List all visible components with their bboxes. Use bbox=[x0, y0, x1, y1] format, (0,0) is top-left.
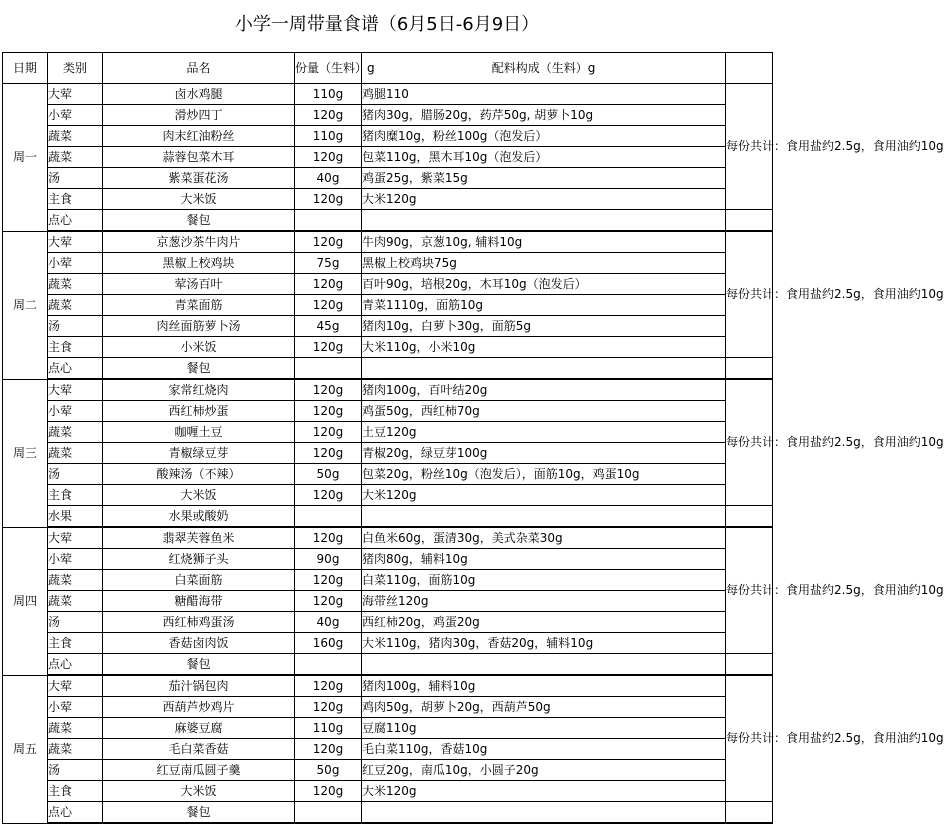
ingredients-cell: 鸡腿110 bbox=[362, 84, 726, 105]
category-cell: 蔬菜 bbox=[48, 739, 103, 760]
ingredients-cell: 土豆120g bbox=[362, 422, 726, 443]
category-cell: 蔬菜 bbox=[48, 591, 103, 612]
dish-cell: 大米饭 bbox=[103, 781, 295, 802]
dish-cell: 翡翠芙蓉鱼米 bbox=[103, 527, 295, 549]
category-cell: 蔬菜 bbox=[48, 443, 103, 464]
ingredients-cell: 鸡蛋50g，西红柿70g bbox=[362, 401, 726, 422]
portion-cell: 120g bbox=[295, 485, 362, 506]
portion-cell: 75g bbox=[295, 253, 362, 274]
page-title: 小学一周带量食谱（6月5日-6月9日） bbox=[234, 14, 540, 35]
dish-cell: 京葱沙茶牛肉片 bbox=[103, 231, 295, 253]
menu-row bbox=[3, 379, 773, 401]
ingredients-cell bbox=[362, 654, 726, 676]
category-cell: 汤 bbox=[48, 316, 103, 337]
ingredients-cell bbox=[362, 506, 726, 528]
daily-note: 每份共计：食用盐约2.5g，食用油约10g bbox=[726, 84, 773, 210]
menu-row bbox=[3, 84, 773, 105]
portion-cell bbox=[295, 802, 362, 824]
menu-row bbox=[3, 337, 773, 358]
dish-cell: 肉丝面筋萝卜汤 bbox=[103, 316, 295, 337]
menu-row bbox=[3, 633, 773, 654]
menu-row bbox=[3, 718, 773, 739]
portion-cell: 120g bbox=[295, 422, 362, 443]
ingredients-cell: 海带丝120g bbox=[362, 591, 726, 612]
menu-row bbox=[3, 210, 773, 232]
menu-row bbox=[3, 147, 773, 168]
ingredients-cell: 毛白菜110g，香菇10g bbox=[362, 739, 726, 760]
portion-cell bbox=[295, 506, 362, 528]
dish-cell: 黑椒上校鸡块 bbox=[103, 253, 295, 274]
ingredients-cell bbox=[362, 802, 726, 824]
portion-cell: 120g bbox=[295, 105, 362, 126]
ingredients-cell: 大米120g bbox=[362, 189, 726, 210]
dish-cell: 滑炒四丁 bbox=[103, 105, 295, 126]
ingredients-cell: 大米120g bbox=[362, 485, 726, 506]
dish-cell: 红烧狮子头 bbox=[103, 549, 295, 570]
menu-row bbox=[3, 253, 773, 274]
note-blank bbox=[726, 210, 773, 232]
portion-cell: 120g bbox=[295, 527, 362, 549]
dish-cell: 紫菜蛋花汤 bbox=[103, 168, 295, 189]
day-label: 周一 bbox=[3, 84, 48, 232]
menu-row bbox=[3, 316, 773, 337]
portion-cell bbox=[295, 210, 362, 232]
portion-cell: 45g bbox=[295, 316, 362, 337]
ingredients-cell: 大米110g，小米10g bbox=[362, 337, 726, 358]
category-cell: 蔬菜 bbox=[48, 295, 103, 316]
note-blank bbox=[726, 802, 773, 824]
category-cell: 小荤 bbox=[48, 549, 103, 570]
dish-cell: 茄汁锅包肉 bbox=[103, 675, 295, 697]
note-blank bbox=[726, 506, 773, 528]
menu-row bbox=[3, 126, 773, 147]
portion-cell: 40g bbox=[295, 168, 362, 189]
menu-row bbox=[3, 443, 773, 464]
menu-row bbox=[3, 231, 773, 253]
ingredients-cell: 青椒20g，绿豆芽100g bbox=[362, 443, 726, 464]
portion-cell: 120g bbox=[295, 697, 362, 718]
dish-cell: 青菜面筋 bbox=[103, 295, 295, 316]
dish-cell: 餐包 bbox=[103, 210, 295, 232]
ingredients-cell: 牛肉90g，京葱10g, 辅料10g bbox=[362, 231, 726, 253]
category-cell: 点心 bbox=[48, 802, 103, 824]
portion-cell: 110g bbox=[295, 126, 362, 147]
category-cell: 点心 bbox=[48, 358, 103, 380]
header-category: 类别 bbox=[48, 53, 103, 84]
menu-row bbox=[3, 549, 773, 570]
ingredients-cell: 豆腐110g bbox=[362, 718, 726, 739]
header-ingredients: 配料构成（生料）g bbox=[362, 53, 726, 84]
menu-row bbox=[3, 358, 773, 380]
ingredients-cell: 猪肉糜10g，粉丝100g（泡发后） bbox=[362, 126, 726, 147]
menu-row bbox=[3, 485, 773, 506]
ingredients-cell: 青菜1110g，面筋10g bbox=[362, 295, 726, 316]
daily-note: 每份共计：食用盐约2.5g，食用油约10g bbox=[726, 231, 773, 358]
menu-row bbox=[3, 570, 773, 591]
daily-note: 每份共计：食用盐约2.5g，食用油约10g bbox=[726, 527, 773, 654]
ingredients-cell: 猪肉10g，白萝卜30g，面筋5g bbox=[362, 316, 726, 337]
portion-cell: 120g bbox=[295, 274, 362, 295]
portion-cell: 120g bbox=[295, 739, 362, 760]
category-cell: 大荤 bbox=[48, 675, 103, 697]
dish-cell: 餐包 bbox=[103, 654, 295, 676]
category-cell: 大荤 bbox=[48, 231, 103, 253]
category-cell: 水果 bbox=[48, 506, 103, 528]
portion-cell: 110g bbox=[295, 84, 362, 105]
dish-cell: 毛白菜香菇 bbox=[103, 739, 295, 760]
category-cell: 小荤 bbox=[48, 253, 103, 274]
note-blank bbox=[726, 358, 773, 380]
menu-row bbox=[3, 274, 773, 295]
weekly-menu-table bbox=[2, 52, 944, 824]
category-cell: 大荤 bbox=[48, 379, 103, 401]
ingredients-cell: 包菜20g，粉丝10g（泡发后），面筋10g，鸡蛋10g bbox=[362, 464, 726, 485]
category-cell: 汤 bbox=[48, 168, 103, 189]
category-cell: 蔬菜 bbox=[48, 718, 103, 739]
portion-cell: 120g bbox=[295, 443, 362, 464]
day-label: 周三 bbox=[3, 379, 48, 527]
header-row bbox=[3, 53, 773, 84]
category-cell: 小荤 bbox=[48, 401, 103, 422]
dish-cell: 荤汤百叶 bbox=[103, 274, 295, 295]
menu-row bbox=[3, 105, 773, 126]
menu-row bbox=[3, 527, 773, 549]
menu-row bbox=[3, 295, 773, 316]
dish-cell: 小米饭 bbox=[103, 337, 295, 358]
category-cell: 蔬菜 bbox=[48, 274, 103, 295]
category-cell: 汤 bbox=[48, 612, 103, 633]
dish-cell: 餐包 bbox=[103, 802, 295, 824]
menu-row bbox=[3, 464, 773, 485]
dish-cell: 肉末红油粉丝 bbox=[103, 126, 295, 147]
menu-row bbox=[3, 739, 773, 760]
category-cell: 蔬菜 bbox=[48, 570, 103, 591]
daily-note: 每份共计：食用盐约2.5g，食用油约10g bbox=[726, 675, 773, 802]
category-cell: 蔬菜 bbox=[48, 126, 103, 147]
dish-cell: 卤水鸡腿 bbox=[103, 84, 295, 105]
portion-cell: 90g bbox=[295, 549, 362, 570]
portion-cell: 160g bbox=[295, 633, 362, 654]
ingredients-cell: 白鱼米60g，蛋清30g，美式杂菜30g bbox=[362, 527, 726, 549]
ingredients-cell: 鸡蛋25g，紫菜15g bbox=[362, 168, 726, 189]
ingredients-cell: 猪肉100g，百叶结20g bbox=[362, 379, 726, 401]
menu-row bbox=[3, 781, 773, 802]
portion-cell bbox=[295, 358, 362, 380]
dish-cell: 西葫芦炒鸡片 bbox=[103, 697, 295, 718]
menu-row bbox=[3, 612, 773, 633]
portion-cell: 50g bbox=[295, 464, 362, 485]
dish-cell: 麻婆豆腐 bbox=[103, 718, 295, 739]
category-cell: 主食 bbox=[48, 189, 103, 210]
dish-cell: 酸辣汤（不辣） bbox=[103, 464, 295, 485]
ingredients-cell: 白菜110g，面筋10g bbox=[362, 570, 726, 591]
portion-cell: 120g bbox=[295, 781, 362, 802]
dish-cell: 香菇卤肉饭 bbox=[103, 633, 295, 654]
category-cell: 汤 bbox=[48, 760, 103, 781]
portion-cell: 110g bbox=[295, 718, 362, 739]
ingredients-cell: 猪肉80g，辅料10g bbox=[362, 549, 726, 570]
dish-cell: 青椒绿豆芽 bbox=[103, 443, 295, 464]
daily-note: 每份共计：食用盐约2.5g，食用油约10g bbox=[726, 379, 773, 506]
category-cell: 点心 bbox=[48, 654, 103, 676]
category-cell: 主食 bbox=[48, 337, 103, 358]
ingredients-cell: 大米110g，猪肉30g，香菇20g，辅料10g bbox=[362, 633, 726, 654]
ingredients-cell: 西红柿20g，鸡蛋20g bbox=[362, 612, 726, 633]
ingredients-cell: 包菜110g，黑木耳10g（泡发后） bbox=[362, 147, 726, 168]
portion-cell: 50g bbox=[295, 760, 362, 781]
category-cell: 汤 bbox=[48, 464, 103, 485]
portion-cell: 120g bbox=[295, 401, 362, 422]
category-cell: 主食 bbox=[48, 485, 103, 506]
note-blank bbox=[726, 654, 773, 676]
ingredients-cell: 黑椒上校鸡块75g bbox=[362, 253, 726, 274]
menu-row bbox=[3, 401, 773, 422]
category-cell: 蔬菜 bbox=[48, 147, 103, 168]
portion-cell: 120g bbox=[295, 147, 362, 168]
portion-cell bbox=[295, 654, 362, 676]
menu-body bbox=[3, 84, 944, 824]
portion-cell: 120g bbox=[295, 379, 362, 401]
portion-cell: 120g bbox=[295, 591, 362, 612]
dish-cell: 西红柿炒蛋 bbox=[103, 401, 295, 422]
header-dish: 品名 bbox=[103, 53, 295, 84]
portion-cell: 120g bbox=[295, 337, 362, 358]
ingredients-cell: 猪肉100g，辅料10g bbox=[362, 675, 726, 697]
menu-row bbox=[3, 802, 773, 824]
ingredients-cell bbox=[362, 210, 726, 232]
dish-cell: 西红柿鸡蛋汤 bbox=[103, 612, 295, 633]
category-cell: 小荤 bbox=[48, 105, 103, 126]
menu-row bbox=[3, 506, 773, 528]
ingredients-cell: 百叶90g，培根20g，木耳10g（泡发后） bbox=[362, 274, 726, 295]
ingredients-cell: 猪肉30g，腊肠20g，药芹50g, 胡萝卜10g bbox=[362, 105, 726, 126]
day-label: 周五 bbox=[3, 675, 48, 823]
category-cell: 大荤 bbox=[48, 84, 103, 105]
dish-cell: 大米饭 bbox=[103, 485, 295, 506]
menu-row bbox=[3, 654, 773, 676]
menu-row bbox=[3, 189, 773, 210]
dish-cell: 白菜面筋 bbox=[103, 570, 295, 591]
portion-cell: 120g bbox=[295, 675, 362, 697]
category-cell: 蔬菜 bbox=[48, 422, 103, 443]
dish-cell: 咖喱土豆 bbox=[103, 422, 295, 443]
category-cell: 小荤 bbox=[48, 697, 103, 718]
portion-cell: 120g bbox=[295, 189, 362, 210]
dish-cell: 大米饭 bbox=[103, 189, 295, 210]
category-cell: 主食 bbox=[48, 781, 103, 802]
ingredients-cell: 红豆20g，南瓜10g，小圆子20g bbox=[362, 760, 726, 781]
menu-row bbox=[3, 697, 773, 718]
dish-cell: 家常红烧肉 bbox=[103, 379, 295, 401]
dish-cell: 糖醋海带 bbox=[103, 591, 295, 612]
ingredients-cell bbox=[362, 358, 726, 380]
header-portion: 份量（生料）g bbox=[295, 53, 362, 84]
dish-cell: 水果或酸奶 bbox=[103, 506, 295, 528]
category-cell: 主食 bbox=[48, 633, 103, 654]
day-label: 周四 bbox=[3, 527, 48, 675]
dish-cell: 蒜蓉包菜木耳 bbox=[103, 147, 295, 168]
portion-cell: 120g bbox=[295, 295, 362, 316]
dish-cell: 餐包 bbox=[103, 358, 295, 380]
day-label: 周二 bbox=[3, 231, 48, 379]
header-note bbox=[726, 53, 773, 84]
menu-row bbox=[3, 422, 773, 443]
portion-cell: 120g bbox=[295, 231, 362, 253]
menu-row bbox=[3, 591, 773, 612]
header-date: 日期 bbox=[3, 53, 48, 84]
menu-row bbox=[3, 760, 773, 781]
dish-cell: 红豆南瓜圆子羹 bbox=[103, 760, 295, 781]
portion-cell: 120g bbox=[295, 570, 362, 591]
category-cell: 大荤 bbox=[48, 527, 103, 549]
category-cell: 点心 bbox=[48, 210, 103, 232]
menu-row bbox=[3, 675, 773, 697]
portion-cell: 40g bbox=[295, 612, 362, 633]
ingredients-cell: 大米120g bbox=[362, 781, 726, 802]
menu-row bbox=[3, 168, 773, 189]
ingredients-cell: 鸡肉50g，胡萝卜20g，西葫芦50g bbox=[362, 697, 726, 718]
